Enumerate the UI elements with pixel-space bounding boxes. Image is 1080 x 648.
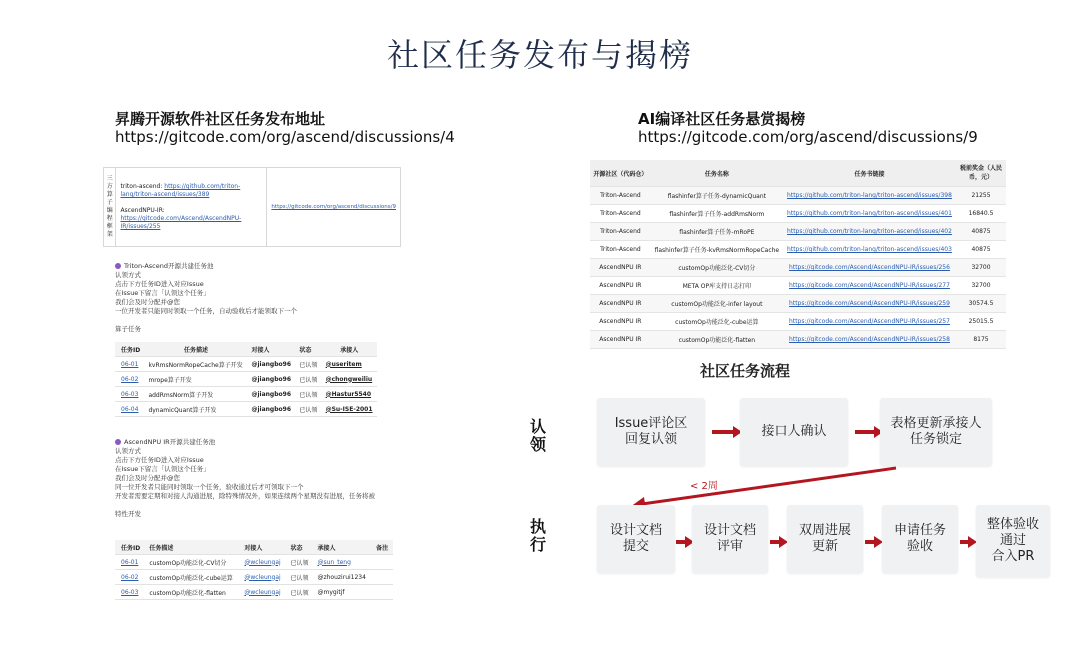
bonus-cell: 40875 bbox=[956, 223, 1006, 241]
contact-mention[interactable]: @jiangbo96 bbox=[248, 402, 296, 417]
framework-right-cell bbox=[267, 168, 401, 247]
task-desc: customOp功能泛化-cube运算 bbox=[145, 570, 240, 585]
flow-step-table-update: 表格更新承接人 任务锁定 bbox=[880, 398, 992, 466]
community-cell: Triton-Ascend bbox=[590, 223, 651, 241]
task-desc: dynamicQuant算子开发 bbox=[144, 402, 247, 417]
bonus-cell: 32700 bbox=[956, 259, 1006, 277]
npu-line: 同一位开发者只能同时领取一个任务，验收通过后才可领取下一个 bbox=[115, 483, 304, 491]
triton-task-table bbox=[115, 342, 377, 417]
table-row bbox=[590, 241, 1006, 259]
contact-mention[interactable]: @jiangbo96 bbox=[248, 372, 296, 387]
task-status: 已认领 bbox=[295, 372, 321, 387]
flow-arrow bbox=[676, 540, 686, 544]
assignee-mention[interactable]: @Su-ISE-2001 bbox=[322, 402, 377, 417]
bonus-cell: 16840.5 bbox=[956, 205, 1006, 223]
table-row bbox=[115, 372, 377, 387]
task-link[interactable]: https://gitcode.com/Ascend/AscendNPU-IR/issues/259 bbox=[783, 295, 956, 313]
table-row bbox=[590, 187, 1006, 205]
table-row bbox=[590, 277, 1006, 295]
task-link[interactable]: https://github.com/triton-lang/triton-ascend/issues/403 bbox=[783, 241, 956, 259]
pool-bullet-icon bbox=[115, 263, 121, 269]
npu-line: 认领方式 bbox=[115, 447, 141, 455]
col-header: 税前奖金（人民币，元） bbox=[956, 160, 1006, 187]
triton-pool-subtitle: 算子任务 bbox=[115, 325, 141, 333]
assignee-mention[interactable]: @sun_teng bbox=[313, 555, 372, 570]
triton-pool-title: Triton-Ascend开源共建任务池 bbox=[124, 262, 214, 270]
task-note bbox=[372, 570, 393, 585]
triton-line: 在Issue下留言「认领这个任务」 bbox=[115, 289, 210, 297]
flow-step-biweekly-update: 双周进展 更新 bbox=[787, 505, 863, 573]
table-row bbox=[590, 223, 1006, 241]
community-cell: Triton-Ascend bbox=[590, 187, 651, 205]
col-header: 任务描述 bbox=[145, 540, 240, 555]
triton-line: 认领方式 bbox=[115, 271, 141, 279]
col-header: 对接人 bbox=[248, 342, 296, 357]
task-desc: kvRmsNormRopeCache算子开发 bbox=[144, 357, 247, 372]
task-name-cell: flashinfer算子任务-kvRmsNormRopeCache bbox=[651, 241, 783, 259]
contact-mention[interactable]: @jiangbo96 bbox=[248, 357, 296, 372]
table-row bbox=[115, 585, 393, 600]
col-header: 任务名称 bbox=[651, 160, 783, 187]
task-link[interactable]: https://github.com/triton-lang/triton-ascend/issues/402 bbox=[783, 223, 956, 241]
bonus-cell: 32700 bbox=[956, 277, 1006, 295]
task-status: 已认领 bbox=[295, 387, 321, 402]
bonus-cell: 40875 bbox=[956, 241, 1006, 259]
task-desc: mrope算子开发 bbox=[144, 372, 247, 387]
task-link[interactable]: https://gitcode.com/Ascend/AscendNPU-IR/issues/256 bbox=[783, 259, 956, 277]
bonus-cell: 25015.5 bbox=[956, 313, 1006, 331]
community-cell: AscendNPU IR bbox=[590, 331, 651, 349]
table-row bbox=[590, 259, 1006, 277]
contact-mention[interactable]: @wcleungaj bbox=[240, 585, 286, 600]
col-header: 对接人 bbox=[240, 540, 286, 555]
col-header: 备注 bbox=[372, 540, 393, 555]
assignee-mention[interactable]: @zhouzirui1234 bbox=[313, 570, 372, 585]
flow-step-final-acceptance: 整体验收 通过 合入PR bbox=[976, 505, 1050, 577]
flow-step-issue-claim: Issue评论区 回复认领 bbox=[597, 398, 705, 466]
community-cell: AscendNPU IR bbox=[590, 259, 651, 277]
task-link[interactable]: https://github.com/triton-lang/triton-ascend/issues/401 bbox=[783, 205, 956, 223]
flow-arrow bbox=[855, 430, 875, 434]
task-desc: customOp功能泛化-CV切分 bbox=[145, 555, 240, 570]
task-id-link[interactable]: 06-02 bbox=[115, 570, 145, 585]
flow-arrow bbox=[770, 540, 780, 544]
table-row bbox=[115, 357, 377, 372]
task-name-cell: customOp功能泛化-infer layout bbox=[651, 295, 783, 313]
task-status: 已认领 bbox=[286, 570, 313, 585]
table-row bbox=[115, 570, 393, 585]
table-row bbox=[590, 313, 1006, 331]
task-name-cell: customOp功能泛化-CV切分 bbox=[651, 259, 783, 277]
task-status: 已认领 bbox=[295, 357, 321, 372]
left-heading: 昇腾开源软件社区任务发布地址 bbox=[115, 110, 326, 128]
contact-mention[interactable]: @jiangbo96 bbox=[248, 387, 296, 402]
npu-pool-info bbox=[115, 438, 405, 519]
task-name-cell: flashinfer算子任务-mRoPE bbox=[651, 223, 783, 241]
npu-line: 我们会及时分配并@您 bbox=[115, 474, 180, 482]
triton-pool-info bbox=[115, 262, 405, 334]
task-name-cell: customOp功能泛化-flatten bbox=[651, 331, 783, 349]
flow-step-contact-confirm: 接口人确认 bbox=[740, 398, 848, 466]
community-cell: AscendNPU IR bbox=[590, 313, 651, 331]
task-name-cell: flashinfer算子任务-dynamicQuant bbox=[651, 187, 783, 205]
left-url[interactable]: https://gitcode.com/org/ascend/discussions/4 bbox=[115, 128, 455, 146]
triton-line: 我们会及时分配并@您 bbox=[115, 298, 180, 306]
framework-links bbox=[116, 168, 267, 247]
pool-bullet-icon bbox=[115, 439, 121, 445]
col-header: 承接人 bbox=[313, 540, 372, 555]
npu-task-table bbox=[115, 540, 393, 600]
task-id-link[interactable]: 06-03 bbox=[115, 387, 144, 402]
framework-line1-prefix: triton-ascend: bbox=[120, 183, 163, 190]
npu-pool-subtitle: 特性开发 bbox=[115, 510, 141, 518]
flow-arrow bbox=[960, 540, 969, 544]
task-link[interactable]: https://github.com/triton-lang/triton-ascend/issues/398 bbox=[783, 187, 956, 205]
triton-line: 一位开发者只能同时领取一个任务，自动验收后才能领取下一个 bbox=[115, 307, 297, 315]
assignee-mention[interactable]: @Hastur5540 bbox=[322, 387, 377, 402]
flow-step-design-submit: 设计文档 提交 bbox=[597, 505, 675, 573]
flow-arrow bbox=[712, 430, 734, 434]
table-row bbox=[590, 295, 1006, 313]
table-row bbox=[590, 205, 1006, 223]
task-name-cell: flashinfer算子任务-addRmsNorm bbox=[651, 205, 783, 223]
col-header: 任务ID bbox=[115, 540, 145, 555]
community-cell: AscendNPU IR bbox=[590, 277, 651, 295]
task-link[interactable]: https://gitcode.com/Ascend/AscendNPU-IR/issues/277 bbox=[783, 277, 956, 295]
task-id-link[interactable]: 06-02 bbox=[115, 372, 144, 387]
assignee-mention[interactable]: @mygitjf bbox=[313, 585, 372, 600]
flow-step-apply-acceptance: 申请任务 验收 bbox=[882, 505, 958, 573]
framework-line2-prefix: AscendNPU-IR: bbox=[120, 207, 165, 214]
task-status: 已认领 bbox=[286, 585, 313, 600]
phase-exec-label: 执行 bbox=[529, 517, 546, 554]
task-link[interactable]: https://gitcode.com/Ascend/AscendNPU-IR/issues/257 bbox=[783, 313, 956, 331]
task-link[interactable]: https://gitcode.com/Ascend/AscendNPU-IR/issues/258 bbox=[783, 331, 956, 349]
right-url[interactable]: https://gitcode.com/org/ascend/discussions/9 bbox=[638, 128, 978, 146]
framework-label: 三方算子编程框架 bbox=[104, 168, 116, 247]
col-header: 承接人 bbox=[322, 342, 377, 357]
bonus-cell: 21255 bbox=[956, 187, 1006, 205]
phase-claim-label: 认领 bbox=[529, 417, 546, 454]
contact-mention[interactable]: @wcleungaj bbox=[240, 570, 286, 585]
col-header: 任务描述 bbox=[144, 342, 247, 357]
bounty-table bbox=[590, 160, 1006, 349]
community-cell: Triton-Ascend bbox=[590, 205, 651, 223]
task-status: 已认领 bbox=[295, 402, 321, 417]
bonus-cell: 30574.5 bbox=[956, 295, 1006, 313]
flow-arrow bbox=[865, 540, 875, 544]
community-cell: AscendNPU IR bbox=[590, 295, 651, 313]
task-name-cell: customOp功能泛化-cube运算 bbox=[651, 313, 783, 331]
task-name-cell: META OP库支持日志打印 bbox=[651, 277, 783, 295]
task-desc: customOp功能泛化-flatten bbox=[145, 585, 240, 600]
bonus-cell: 8175 bbox=[956, 331, 1006, 349]
npu-line: 点击下方任务ID进入对应Issue bbox=[115, 456, 204, 464]
flow-step-design-review: 设计文档 评审 bbox=[692, 505, 768, 573]
col-header: 状态 bbox=[286, 540, 313, 555]
task-status: 已认领 bbox=[286, 555, 313, 570]
npu-pool-title: AscendNPU IR开源共建任务池 bbox=[124, 438, 216, 446]
right-heading: AI编译社区任务悬赏揭榜 bbox=[638, 110, 806, 128]
col-header: 状态 bbox=[295, 342, 321, 357]
task-id-link[interactable]: 06-03 bbox=[115, 585, 145, 600]
task-id-link[interactable]: 06-01 bbox=[115, 357, 144, 372]
task-id-link[interactable]: 06-04 bbox=[115, 402, 144, 417]
contact-mention[interactable]: @wcleungaj bbox=[240, 555, 286, 570]
framework-right-link[interactable]: https://gitcode.com/org/ascend/discussions/9 bbox=[271, 204, 396, 210]
time-limit-note: < 2周 bbox=[690, 481, 718, 492]
npu-line: 开发者需要定期和对接人沟通进展，除特殊情况外，如果连续两个星期没有进展，任务将被 bbox=[115, 492, 375, 500]
flow-title: 社区任务流程 bbox=[700, 362, 791, 380]
col-header: 开源社区（代码仓） bbox=[590, 160, 651, 187]
framework-table bbox=[103, 167, 401, 247]
task-id-link[interactable]: 06-01 bbox=[115, 555, 145, 570]
col-header: 任务ID bbox=[115, 342, 144, 357]
assignee-mention[interactable]: @chongweiliu bbox=[322, 372, 377, 387]
table-row bbox=[115, 387, 377, 402]
task-note bbox=[372, 585, 393, 600]
table-row bbox=[115, 402, 377, 417]
table-row bbox=[115, 555, 393, 570]
npu-line: 在Issue下留言「认领这个任务」 bbox=[115, 465, 210, 473]
framework-line2-link[interactable]: https://gitcode.com/Ascend/AscendNPU-IR/issues/255 bbox=[120, 215, 242, 230]
table-row bbox=[590, 331, 1006, 349]
task-note bbox=[372, 555, 393, 570]
slide-title: 社区任务发布与揭榜 bbox=[386, 36, 693, 74]
framework-line1-link[interactable]: https://github.com/triton-lang/triton-ascend/issues/389 bbox=[120, 183, 241, 198]
community-cell: Triton-Ascend bbox=[590, 241, 651, 259]
assignee-mention[interactable]: @useritem bbox=[322, 357, 377, 372]
col-header: 任务书链接 bbox=[783, 160, 956, 187]
triton-line: 点击下方任务ID进入对应Issue bbox=[115, 280, 204, 288]
task-desc: addRmsNorm算子开发 bbox=[144, 387, 247, 402]
